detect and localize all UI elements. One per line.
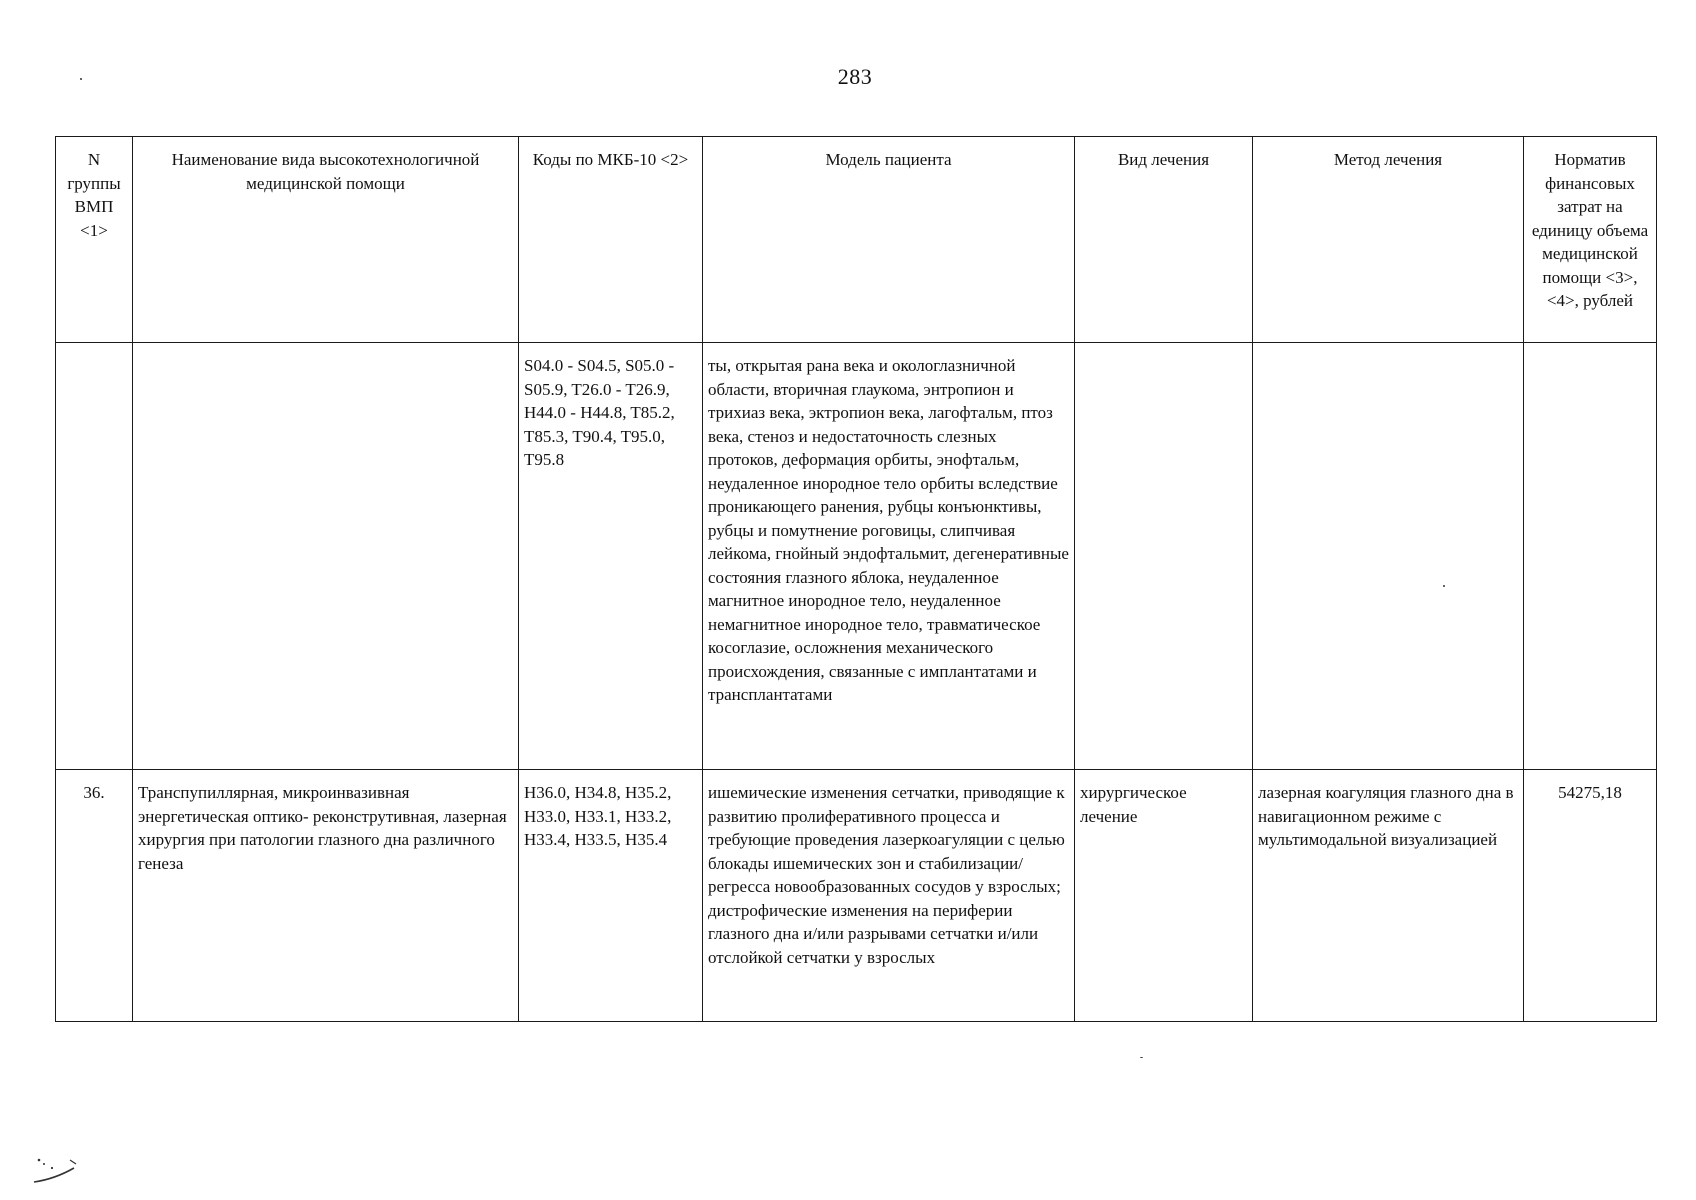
cell-icd-codes: H36.0, H34.8, H35.2, H33.0, H33.1, H33.2, H33.4, H33.5, H35.4 bbox=[519, 770, 703, 1022]
table-row bbox=[56, 343, 1657, 770]
header-group-no: N группы ВМП <1> bbox=[56, 137, 133, 343]
header-treatment-method: Метод лечения bbox=[1253, 137, 1524, 343]
cell-group-no bbox=[56, 343, 133, 770]
cell-patient-model: ты, открытая рана века и окологлазничной области, вторичная глаукома, энтропион и трихиаз века, эктропион века, лагофтальм, птоз века, стеноз и недостаточность слезных протоков, деформация орбиты, энофтальм, неудаленное инородное тело орбиты вследствие проникающего ранения, рубцы конъюнктивы, рубцы и помутнение роговицы, слипчивая лейкома, гнойный эндофтальмит, дегенеративные состояния глазного яблока, неудаленное магнитное инородное тело, неудаленное немагнитное инородное тело, травматическое косоглазие, осложнения механического происхождения, связанные с имплантатами и трансплантатами bbox=[703, 343, 1075, 770]
scan-speck bbox=[80, 78, 82, 80]
cell-patient-model: ишемические изменения сетчатки, приводящие к развитию пролиферативного процесса и требующие проведения лазеркоагуляции с целью блокады ишемических зон и стабилизации/ регресса новообразованных сосудов у взрослых; дистрофические изменения на периферии глазного дна и/или разрывами сетчатки и/или отслойкой сетчатки у взрослых bbox=[703, 770, 1075, 1022]
header-cost-norm: Норматив финансовых затрат на единицу объема медицинской помощи <3>, <4>, рублей bbox=[1524, 137, 1657, 343]
medical-care-table bbox=[55, 136, 1657, 1022]
header-patient-model: Модель пациента bbox=[703, 137, 1075, 343]
cell-name bbox=[133, 343, 519, 770]
page-number: 283 bbox=[837, 64, 873, 89]
cell-treatment-type: хирургическое лечение bbox=[1075, 770, 1253, 1022]
scan-speck bbox=[1140, 1057, 1143, 1058]
cell-treatment-method bbox=[1253, 343, 1524, 770]
table-row bbox=[56, 770, 1657, 1022]
scan-pen-mark bbox=[30, 1130, 100, 1190]
cell-cost-norm: 54275,18 bbox=[1524, 770, 1657, 1022]
table-header-row bbox=[56, 137, 1657, 343]
header-name: Наименование вида высокотехнологичной медицинской помощи bbox=[133, 137, 519, 343]
cell-name: Транспупиллярная, микроинвазивная энергетическая оптико- реконструтивная, лазерная хирургия при патологии глазного дна различного генеза bbox=[133, 770, 519, 1022]
cell-treatment-method: лазерная коагуляция глазного дна в навигационном режиме с мультимодальной визуализацией bbox=[1253, 770, 1524, 1022]
cell-cost-norm bbox=[1524, 343, 1657, 770]
header-icd-codes: Коды по МКБ-10 <2> bbox=[519, 137, 703, 343]
cell-treatment-type bbox=[1075, 343, 1253, 770]
cell-group-no: 36. bbox=[56, 770, 133, 1022]
header-treatment-type: Вид лечения bbox=[1075, 137, 1253, 343]
cell-icd-codes: S04.0 - S04.5, S05.0 - S05.9, T26.0 - T26.9, H44.0 - H44.8, T85.2, T85.3, T90.4, T95.0, T95.8 bbox=[519, 343, 703, 770]
